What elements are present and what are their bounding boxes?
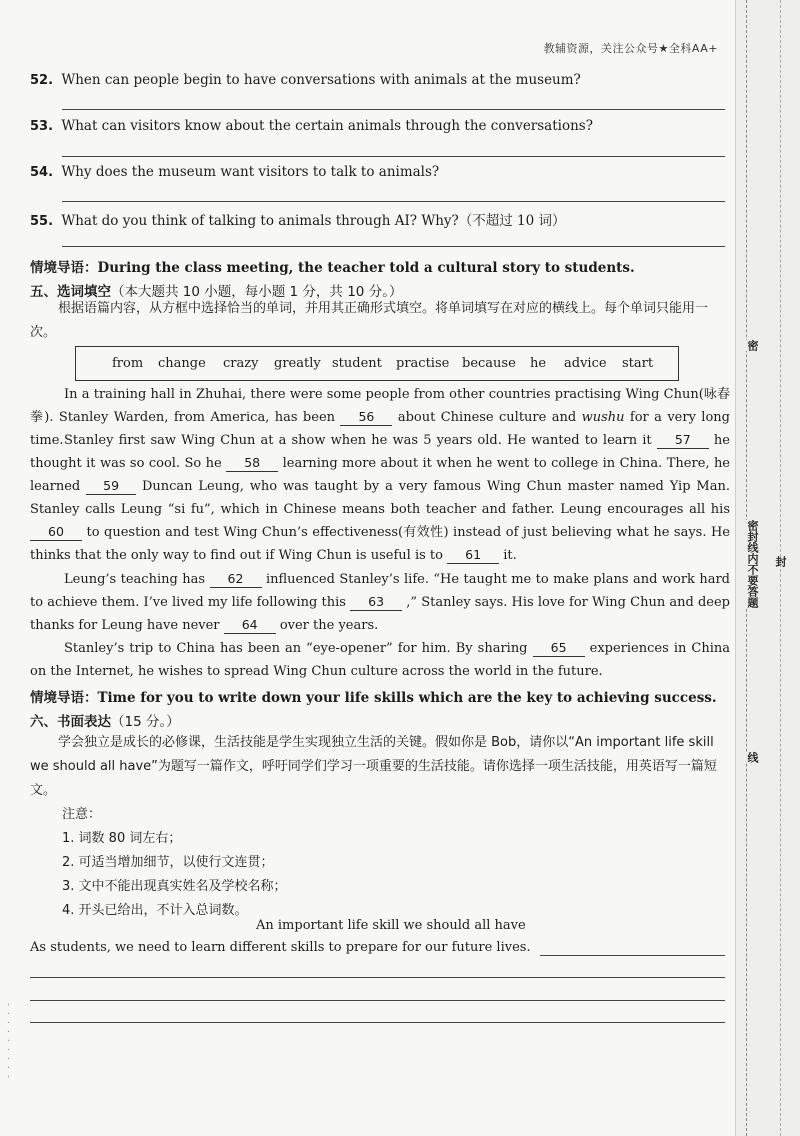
- situation-lead: 情境导语：: [30, 690, 98, 706]
- seal-line-outer: [780, 0, 781, 1136]
- blank-62[interactable]: [210, 571, 262, 588]
- writing-line[interactable]: [30, 1022, 725, 1023]
- essay-line-1-end[interactable]: [540, 955, 725, 956]
- writing-line[interactable]: [30, 1000, 725, 1001]
- question-54: [30, 164, 730, 180]
- blank-65[interactable]: [533, 640, 585, 657]
- passage-text: wushu: [581, 410, 625, 425]
- blank-59[interactable]: [86, 478, 136, 495]
- passage-paragraph-3: [30, 568, 730, 637]
- word-option: because: [462, 356, 516, 371]
- passage-text: learning more about it when he went to college in China. There, he learned: [30, 456, 731, 494]
- blank-number: 64: [241, 617, 258, 632]
- passage-text: for a very long time.: [30, 410, 730, 448]
- question-text: What do you think of talking to animals through AI? Why?（不超过 10 词）: [61, 213, 566, 229]
- header-brand: 教辅资源，关注公众号★全科AA+: [543, 42, 718, 55]
- writing-line[interactable]: [30, 977, 725, 978]
- notes-heading: 注意：: [62, 807, 102, 822]
- passage-paragraph-2: [30, 429, 730, 567]
- section-6-title: [30, 710, 180, 730]
- blank-number: 63: [368, 594, 385, 609]
- note-item: 1. 词数 80 词左右；: [62, 831, 182, 846]
- blank-number: 56: [358, 409, 375, 424]
- section-title-note: （15 分。）: [111, 714, 180, 730]
- answer-line-52[interactable]: [62, 109, 725, 110]
- word-option: change: [158, 356, 206, 371]
- question-text: When can people begin to have conversations with animals at the museum?: [61, 72, 581, 88]
- passage-text: about Chinese culture and: [397, 410, 577, 425]
- word-option: practise: [396, 356, 450, 371]
- question-text: Why does the museum want visitors to talk to animals?: [61, 164, 440, 180]
- binding-label-feng: 封: [774, 556, 787, 567]
- binding-strip: [735, 0, 800, 1136]
- answer-line-54[interactable]: [62, 201, 725, 202]
- word-option: crazy: [223, 356, 259, 371]
- question-number: 52.: [30, 73, 54, 88]
- blank-58[interactable]: [226, 455, 278, 472]
- note-item: 3. 文中不能出现真实姓名及学校名称；: [62, 879, 287, 894]
- blank-61[interactable]: [447, 547, 499, 564]
- situation-lead: 情境导语：: [30, 260, 98, 276]
- section-title-text: 六、书面表达: [30, 714, 111, 730]
- note-item: 2. 可适当增加细节，以使行文连贯；: [62, 855, 274, 870]
- section-6-instruction: 学会独立是成长的必修课，生活技能是学生实现独立生活的关键。假如你是 Bob，请你以“An important life skill we should all have”为题写一篇作文，呼吁同学们学习一项重要的生活技能。请你选择一项生活技能，用英语写一篇短文。: [30, 735, 717, 798]
- passage-text: he thought it was so cool. So he: [30, 433, 730, 471]
- question-53: [30, 118, 730, 134]
- word-option: start: [622, 356, 654, 371]
- word-option: he: [530, 356, 547, 371]
- passage-text: over the years.: [279, 618, 379, 633]
- blank-number: 58: [244, 455, 261, 470]
- binding-label-mi: 密: [736, 340, 760, 351]
- essay-title: An important life skill we should all have: [256, 918, 526, 933]
- question-number: 53.: [30, 119, 54, 134]
- blank-60[interactable]: [30, 524, 82, 541]
- situation-text: Time for you to write down your life skills which are the key to achieving success.: [97, 690, 717, 706]
- blank-63[interactable]: [350, 594, 402, 611]
- blank-number: 65: [550, 640, 567, 655]
- situation-intro-6: [30, 686, 717, 706]
- passage-text: Stanley first saw Wing Chun at a show when he was 5 years old. He wanted to learn it: [64, 433, 652, 448]
- question-55: [30, 209, 730, 229]
- blank-number: 59: [103, 478, 120, 493]
- passage-text: In a training hall in Zhuhai, there were some people from other countries practising Wing Chun(咏春拳). Stanley Warden, from America, has been: [30, 387, 730, 425]
- situation-text: During the class meeting, the teacher told a cultural story to students.: [97, 260, 635, 276]
- essay-opening-sentence: As students, we need to learn different skills to prepare for our future lives.: [30, 940, 531, 955]
- passage-text: Leung’s teaching has: [64, 572, 206, 587]
- passage-paragraph-4: [30, 637, 730, 683]
- blank-number: 62: [227, 571, 244, 586]
- word-option: advice: [564, 356, 607, 371]
- note-item: 4. 开头已给出，不计入总词数。: [62, 903, 248, 918]
- margin-mark: · · · · · · · · ·: [6, 1000, 11, 1081]
- blank-57[interactable]: [657, 432, 709, 449]
- section-5-instruction: 根据语篇内容，从方框中选择恰当的单词，并用其正确形式填空。将单词填写在对应的横线上。每个单词只能用一次。: [30, 301, 709, 340]
- section-title-note: （本大题共 10 小题，每小题 1 分，共 10 分。）: [111, 284, 403, 300]
- question-number: 54.: [30, 165, 54, 180]
- blank-64[interactable]: [224, 617, 276, 634]
- word-option: greatly: [274, 356, 321, 371]
- passage-text: Duncan Leung, who was taught by a very famous Wing Chun master named Yip Man. Stanley calls Leung “si fu”, which in Chinese means both teacher and father. Leung encourages all his: [30, 479, 730, 517]
- answer-line-53[interactable]: [62, 156, 725, 157]
- passage-text: influenced Stanley’s life. “He taught me to make plans and work hard to achieve them. I’ve lived my life following this: [30, 572, 731, 610]
- word-bank: [75, 346, 679, 381]
- situation-intro-5: [30, 256, 635, 276]
- question-number: 55.: [30, 214, 54, 229]
- binding-label-xian: 线: [736, 752, 760, 763]
- question-52: [30, 72, 730, 88]
- blank-number: 57: [674, 432, 691, 447]
- blank-number: 61: [465, 547, 482, 562]
- answer-line-55[interactable]: [62, 246, 725, 247]
- blank-number: 60: [48, 524, 64, 539]
- binding-label-notice: 密封线内不要答题: [736, 520, 760, 608]
- passage-text: experiences in China on the Internet, he wishes to spread Wing Chun culture across the world in the future.: [30, 641, 730, 679]
- section-title-text: 五、选词填空: [30, 284, 111, 300]
- passage-text: Stanley’s trip to China has been an “eye-opener” for him. By sharing: [64, 641, 528, 656]
- blank-56[interactable]: [340, 409, 392, 426]
- question-text: What can visitors know about the certain animals through the conversations?: [61, 118, 593, 134]
- word-option: student: [332, 356, 382, 371]
- passage-text: to question and test Wing Chun’s effectiveness(有效性) instead of just believing what he says. He thinks that the only way to find out if Wing Chun is useful is to: [30, 525, 730, 563]
- passage-text: it.: [503, 548, 517, 563]
- word-option: from: [112, 356, 144, 371]
- passage-text: ,” Stanley says. His love for Wing Chun and deep thanks for Leung have never: [30, 595, 730, 633]
